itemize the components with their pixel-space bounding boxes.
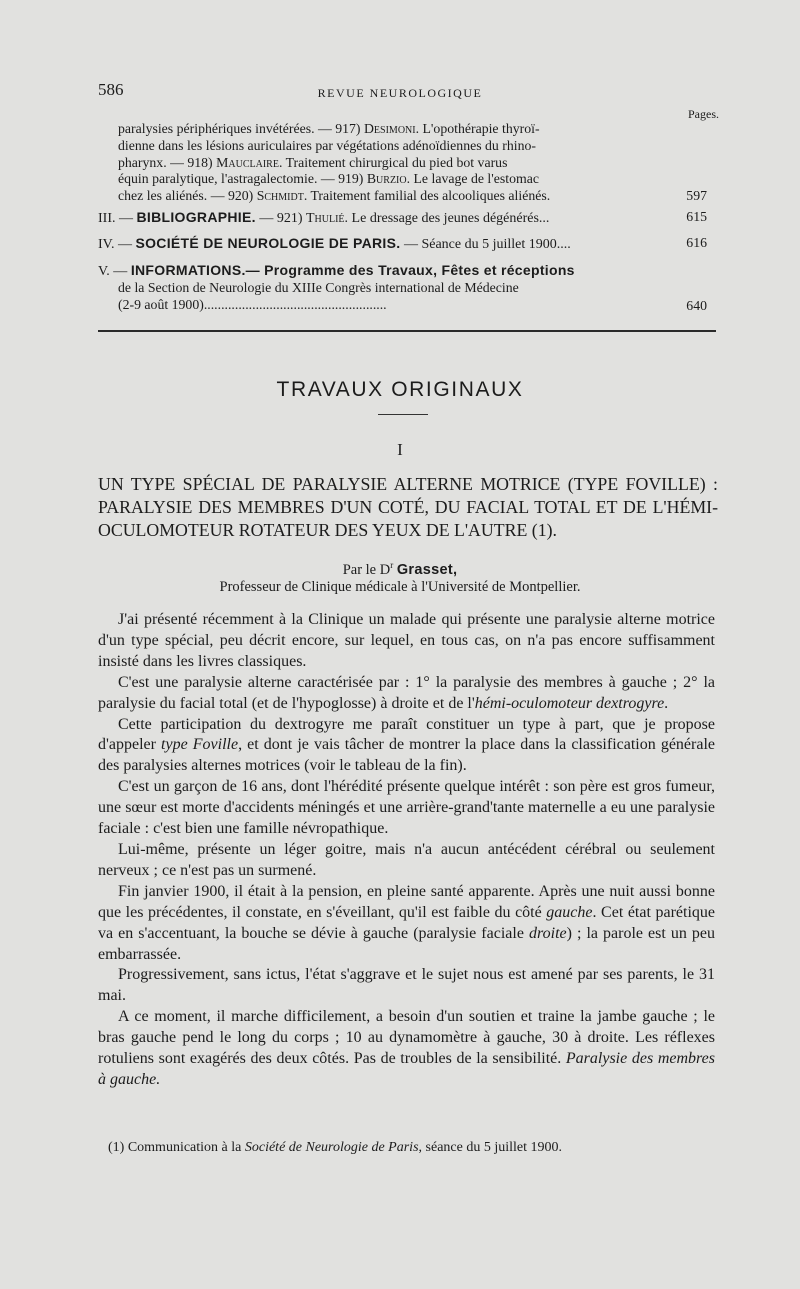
paragraph: Fin janvier 1900, il était à la pension, en pleine santé apparente. Après une nuit aussi bonne que les précédentes, il constate, en s'éveillant, qu'il est faible du côté gauche. Cet état parétique va en s'accentuant, la bouche se dévie à gauche (paralysie faciale droite) ; la parole est un peu embarrassée. bbox=[98, 882, 716, 963]
paragraph: Progressivement, sans ictus, l'état s'aggrave et le sujet nous est amené par ses parents, le 31 mai. bbox=[98, 966, 715, 1005]
paragraph: C'est une paralysie alterne caractérisée par : 1° la paralysie des membres à gauche ; 2° la paralysie du facial total (et de l'hypoglosse) à droite et de l'hémi-oculomoteur dextrogyre. bbox=[98, 673, 715, 712]
paragraph: A ce moment, il marche difficilement, a besoin d'un soutien et traine la jambe gauche ; le bras gauche pend le long du corps ; 10 au dynamomètre à gauche, 30 à droite. Les réflexes rotuliens sont exagérés des deux côtés. Pas de troubles de la sensibilité. Paralysie des membres à gauche. bbox=[98, 1008, 715, 1088]
pages-label: Pages. bbox=[688, 107, 719, 121]
author-name: Grasset, bbox=[396, 561, 458, 578]
heading-underline bbox=[378, 414, 428, 415]
byline: Par le $D^r$ Grasset, bbox=[342, 560, 458, 578]
toc-page-number: 616 bbox=[686, 235, 707, 250]
divider-rule bbox=[98, 330, 716, 332]
article-body bbox=[98, 610, 715, 1091]
toc-page-number: 615 bbox=[686, 209, 707, 224]
paragraph: Cette participation du dextrogyre me paraît constituer un type à part, que je propose d'appeler type Foville, et dont je vais tâcher de montrer la place dans la classification générale des paralysies alternes motrices (voir le tableau de la fin). bbox=[98, 715, 716, 775]
section-heading: TRAVAUX ORIGINAUX bbox=[276, 378, 524, 401]
toc-continuation bbox=[118, 121, 668, 205]
paragraph: Lui-même, présente un léger goitre, mais n'a aucun antécédent cérébral ou seulement nerveux ; ce n'est pas un surmené. bbox=[98, 840, 715, 879]
toc-line: chez les aliénés. — 920) Schmidt. Traitement familial des alcooliques aliénés. bbox=[118, 188, 551, 204]
toc-line: paralysies périphériques invétérées. — 917) Desimoni. L'opothérapie thyroï- bbox=[118, 121, 540, 136]
article-title: UN TYPE SPÉCIAL DE PARALYSIE ALTERNE MOTRICE (TYPE FOVILLE) : PARALYSIE DES MEMBRES D'UN COTÉ, DU FACIAL TOTAL ET DE L'HÉMI-OCULOMOTEUR ROTATEUR DES YEUX DE L'AUTRE (1). bbox=[98, 474, 718, 540]
paragraph: J'ai présenté récemment à la Clinique un malade qui présente une paralysie alterne motrice d'un type spécial, peu décrit encore, sur lequel, en tous cas, on n'a pas encore suffisamment insisté dans les livres classiques. bbox=[98, 611, 715, 670]
footnote: (1) Communication à la Société de Neurologie de Paris, séance du 5 juillet 1900. bbox=[108, 1140, 562, 1155]
toc-page-number: 597 bbox=[686, 188, 707, 203]
toc-section-bibliographie: III. — BIBLIOGRAPHIE. — 921) Thulié. Le dressage des jeunes dégénérés... bbox=[98, 209, 550, 226]
toc-section-informations: V. — INFORMATIONS.— Programme des Travaux, Fêtes et réceptions bbox=[98, 262, 575, 279]
running-header: REVUE NEUROLOGIQUE bbox=[317, 86, 483, 100]
toc-page-number: 640 bbox=[686, 298, 707, 313]
toc-section-societe: IV. — SOCIÉTÉ DE NEUROLOGIE DE PARIS. — Séance du 5 juillet 1900.... bbox=[98, 235, 571, 252]
article-number: I bbox=[397, 440, 403, 459]
toc-line: pharynx. — 918) Mauclaire. Traitement chirurgical du pied bot varus bbox=[118, 154, 508, 170]
page-number: 586 bbox=[98, 80, 124, 99]
author-affiliation: Professeur de Clinique médicale à l'Université de Montpellier. bbox=[219, 579, 581, 595]
toc-line: équin paralytique, l'astragalectomie. — 919) Burzio. Le lavage de l'estomac bbox=[118, 171, 539, 187]
paragraph: C'est un garçon de 16 ans, dont l'hérédité présente quelque intérêt : son père est gros fumeur, une sœur est morte d'accidents méningés et une arrière-grand'tante maternelle a eu une paralysie faciale : c'est bien une famille névropathique. bbox=[98, 778, 715, 838]
toc-line: dienne dans les lésions auriculaires par végétations adénoïdiennes du rhino- bbox=[118, 137, 536, 153]
toc-section-informations-detail: de la Section de Neurologie du XIIIe Congrès international de Médecine (2-9 août 1900)..................................................... bbox=[118, 280, 519, 312]
